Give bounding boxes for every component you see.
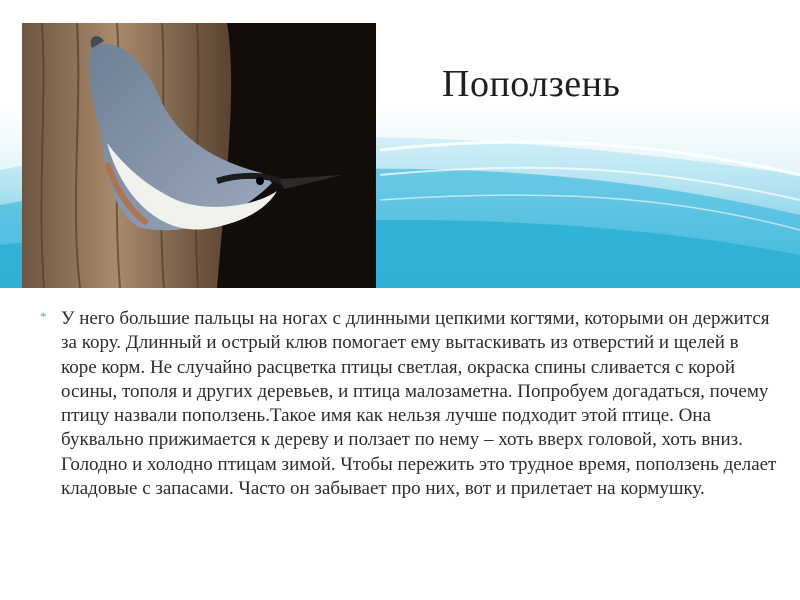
nuthatch-photo bbox=[22, 23, 376, 288]
body-paragraph: У него большие пальцы на ногах с длинными цепкими когтями, которыми он держится за кору. Длинный и острый клюв помогает ему вытаскивать из отверстий и щелей в коре корм. Не случайно расцветка птицы светлая, окраска спины сливается с корой осины, тополя и других деревьев, и птица малозаметна. Попробуем догадаться, почему птицу назвали поползень.Такое имя как нельзя лучше подходит этой птице. Она буквально прижимается к дереву и ползает по нему – хоть вверх головой, хоть вниз. Голодно и холодно птицам зимой. Чтобы пережить это трудное время, поползень делает кладовые с запасами. Часто он забывает про них, вот и прилетает на кормушку. bbox=[61, 308, 777, 500]
slide-title: Поползень bbox=[442, 63, 621, 105]
slide-body bbox=[38, 307, 778, 501]
bullet-icon: * bbox=[40, 309, 47, 324]
